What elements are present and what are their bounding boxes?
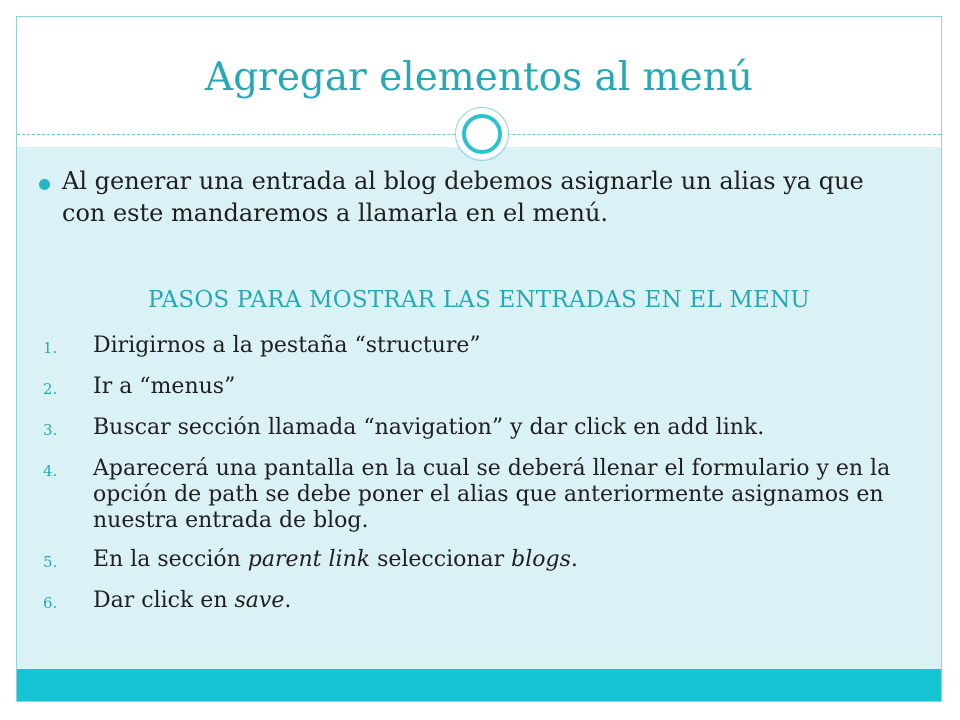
- step-number: 2.: [43, 380, 58, 398]
- step-text-part: .: [284, 588, 292, 613]
- step-number: 6.: [43, 594, 58, 612]
- step-text-emphasis: save: [234, 588, 285, 613]
- step-text: [93, 547, 578, 573]
- bottom-accent-bar: [17, 669, 941, 701]
- step-number: 4.: [43, 462, 58, 480]
- step-text-emphasis: parent link: [247, 547, 371, 572]
- intro-bullet: [39, 165, 899, 229]
- step-text: Buscar sección llamada “navigation” y dar click en add link.: [93, 415, 765, 440]
- step-text-part: Dar click en: [93, 588, 235, 613]
- step-text-emphasis: blogs: [511, 547, 571, 572]
- bullet-dot-icon: [39, 179, 50, 190]
- list-item: [43, 588, 913, 616]
- step-text: [93, 588, 291, 614]
- step-number: 1.: [43, 339, 58, 357]
- slide-title: Agregar elementos al menú: [205, 55, 753, 100]
- step-text: Ir a “menus”: [93, 374, 236, 399]
- list-item: [43, 333, 913, 361]
- list-item: [43, 415, 913, 443]
- steps-heading: PASOS PARA MOSTRAR LAS ENTRADAS EN EL MENU: [147, 287, 811, 313]
- step-text-part: En la sección: [93, 547, 248, 572]
- step-text: Aparecerá una pantalla en la cual se deberá llenar el formulario y en la opción de path se debe poner el alias que anteriormente asignamos en nuestra entrada de blog.: [93, 456, 891, 533]
- circle-ornament-icon: [457, 109, 507, 159]
- intro-bullet-text: Al generar una entrada al blog debemos asignarle un alias ya que con este mandaremos a llamarla en el menú.: [62, 167, 864, 227]
- slide-frame: [16, 16, 942, 702]
- list-item: [43, 456, 913, 534]
- step-number: 5.: [43, 553, 58, 571]
- list-item: [43, 547, 913, 575]
- list-item: [43, 374, 913, 402]
- step-text: Dirigirnos a la pestaña “structure”: [93, 333, 481, 358]
- step-text-part: seleccionar: [370, 547, 512, 572]
- step-text-part: .: [570, 547, 578, 572]
- steps-list: [43, 333, 913, 629]
- step-number: 3.: [43, 421, 58, 439]
